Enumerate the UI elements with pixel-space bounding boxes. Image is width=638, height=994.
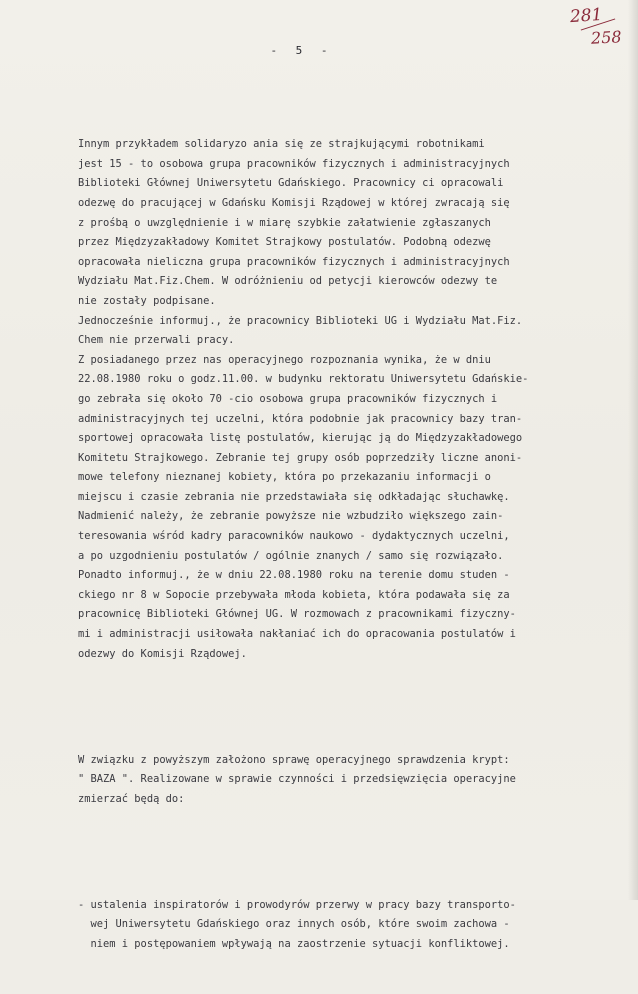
text-line: z prośbą o uwzględnienie i w miarę szybkie załatwienie zgłaszanych xyxy=(78,216,491,229)
paragraph-block-operation xyxy=(78,751,628,810)
text-line: Komitetu Strajkowego. Zebranie tej grupy osób poprzedziły liczne anoni- xyxy=(78,451,523,464)
text-line: " BAZA ". Realizowane w sprawie czynności i przedsięwzięcia operacyjne xyxy=(78,773,516,786)
text-line: mi i administracji usiłowała nakłaniać ich do opracowania postulatów i xyxy=(78,628,516,641)
text-line: Innym przykładem solidaryzo ania się ze strajkującymi robotnikami xyxy=(78,138,485,151)
text-line: sportowej opracowała listę postulatów, kierując ją do Międzyzakładowego xyxy=(78,432,523,445)
text-line: miejscu i czasie zebrania nie przedstawiała się odkładając słuchawkę. xyxy=(78,490,510,503)
text-line: Wydziału Mat.Fiz.Chem. W odróżnieniu od petycji kierowców odezwy te xyxy=(78,275,498,288)
text-line: odezwę do pracującej w Gdańsku Komisji Rządowej w której zwracają się xyxy=(78,196,510,209)
text-line: przez Międzyzakładowy Komitet Strajkowy postulatów. Podobną odezwę xyxy=(78,236,491,249)
paragraph-block-main xyxy=(78,135,628,664)
handwritten-page-number-bottom: 258 xyxy=(590,27,623,48)
text-line: Z posiadanego przez nas operacyjnego rozpoznania wynika, że w dniu xyxy=(78,353,491,366)
text-line: W związku z powyższym założono sprawę operacyjnego sprawdzenia krypt: xyxy=(78,753,510,766)
text-line: wej Uniwersytetu Gdańskiego oraz innych osób, które swoim zachowa - xyxy=(78,918,510,931)
text-line: niem i postępowaniem wpływają na zaostrzenie sytuacji konfliktowej. xyxy=(78,937,510,950)
text-line: - ustalenia inspiratorów i prowodyrów przerwy w pracy bazy transporto- xyxy=(78,898,516,911)
handwritten-page-number-top: 281 xyxy=(569,4,604,28)
text-line: ckiego nr 8 w Sopocie przebywała młoda kobieta, która podawała się za xyxy=(78,588,510,601)
text-line: Nadmienić należy, że zebranie powyższe nie wzbudziło większego zain- xyxy=(78,510,504,523)
text-line: opracowała nieliczna grupa pracowników fizycznych i administracyjnych xyxy=(78,255,510,268)
text-line: jest 15 - to osobowa grupa pracowników fizycznych i administracyjnych xyxy=(78,157,510,170)
text-line: administracyjnych tej uczelni, która podobnie jak pracownicy bazy tran- xyxy=(78,412,523,425)
text-line: odezwy do Komisji Rządowej. xyxy=(78,647,247,660)
text-line: go zebrała się około 70 -cio osobowa grupa pracowników fizycznych i xyxy=(78,392,498,405)
text-line: 22.08.1980 roku o godz.11.00. w budynku rektoratu Uniwersytetu Gdańskie- xyxy=(78,373,529,386)
text-line: teresowania wśród kadry paracowników naukowo - dydaktycznych uczelni, xyxy=(78,530,510,543)
paragraph-gap xyxy=(78,849,628,857)
paragraph-block-list xyxy=(78,896,628,955)
text-line: mowe telefony nieznanej kobiety, która po przekazaniu informacji o xyxy=(78,471,491,484)
paragraph-gap xyxy=(78,703,628,711)
text-line: Ponadto informuj., że w dniu 22.08.1980 roku na terenie domu studen - xyxy=(78,569,510,582)
text-line: Chem nie przerwali pracy. xyxy=(78,334,235,347)
text-line: Biblioteki Głównej Uniwersytetu Gdańskiego. Pracownicy ci opracowali xyxy=(78,177,504,190)
typed-body-text xyxy=(78,96,628,994)
text-line: zmierzać będą do: xyxy=(78,792,185,805)
text-line: a po uzgodnieniu postulatów / ogólnie znanych / samo się rozwiązało. xyxy=(78,549,504,562)
text-line: nie zostały podpisane. xyxy=(78,294,216,307)
text-line: pracownicę Biblioteki Głównej UG. W rozmowach z pracownikami fizyczny- xyxy=(78,608,516,621)
text-line: Jednocześnie informuj., że pracownicy Biblioteki UG i Wydziału Mat.Fiz. xyxy=(78,314,523,327)
page-number-mark: - 5 - xyxy=(270,44,334,57)
page-edge-shadow xyxy=(628,0,638,900)
